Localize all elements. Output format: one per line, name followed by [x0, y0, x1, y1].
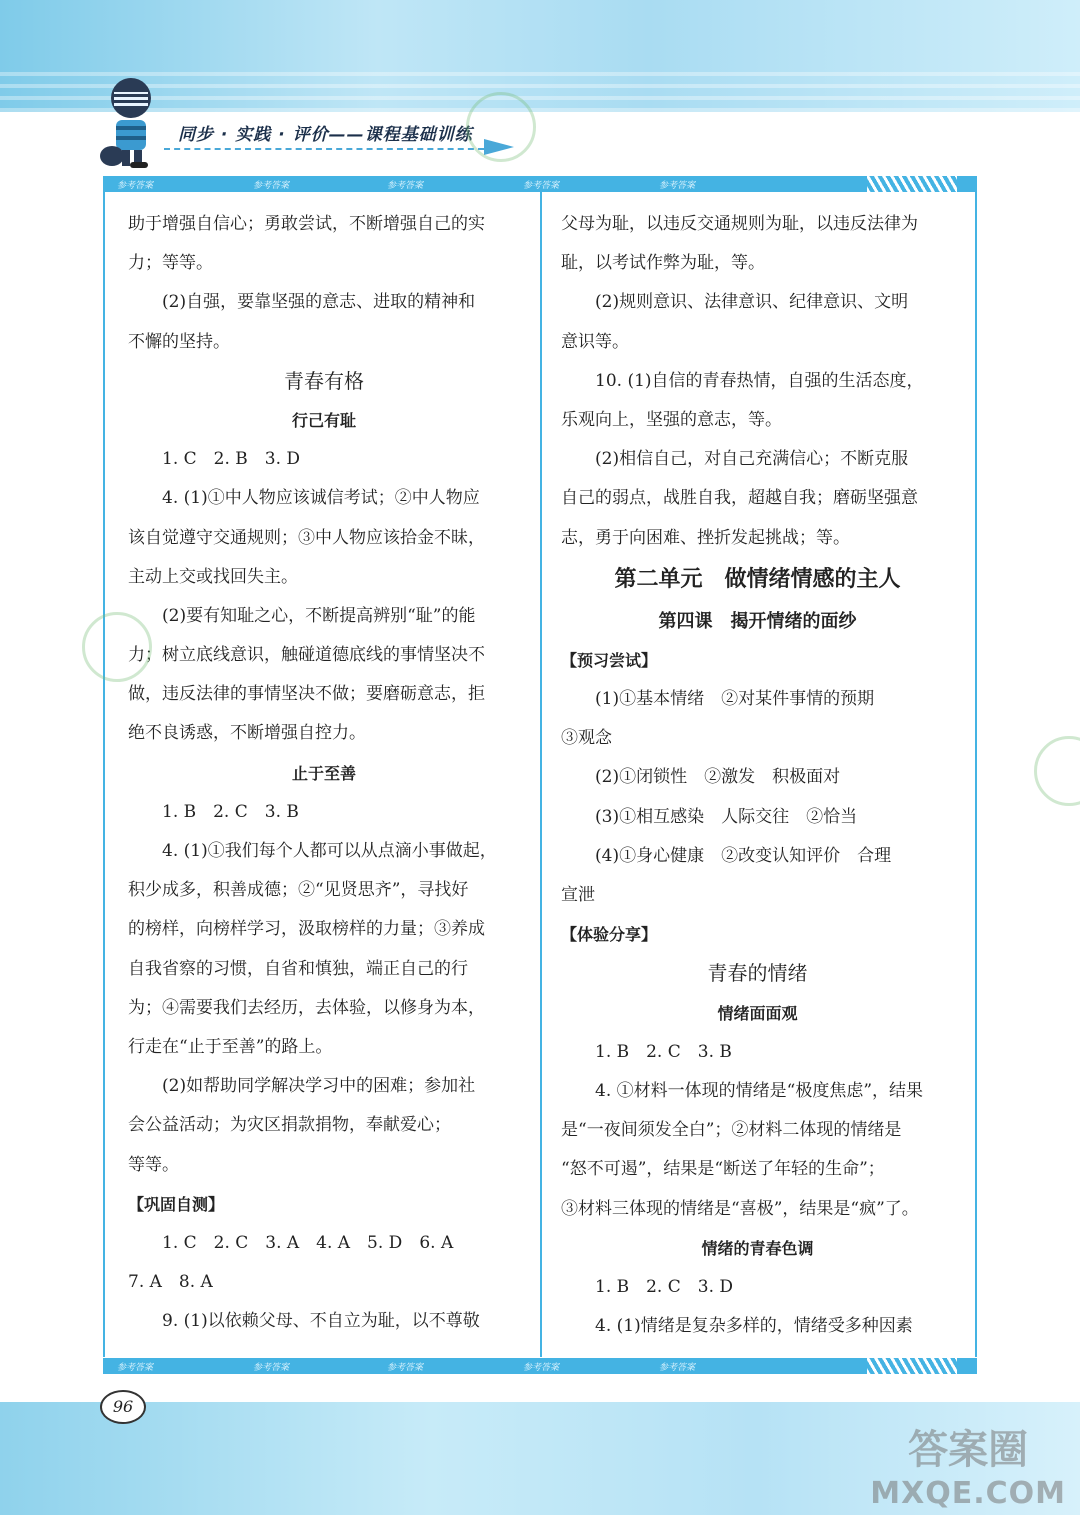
right-column: [561, 205, 954, 1346]
text-line: 行走在“止于至善”的路上。: [128, 1036, 333, 1057]
text-line: 乐观向上，坚强的意志，等。: [561, 409, 782, 430]
text-line: 宣泄: [561, 885, 595, 905]
text-line: 行己有耻: [291, 410, 356, 430]
text-line: 10. (1)自信的青春热情，自强的生活态度，: [595, 370, 924, 391]
text-line: 积少成多，积善成德；②“见贤思齐”，寻找好: [128, 880, 469, 901]
text-line: 1. C 2. B 3. D: [162, 449, 301, 470]
text-line: 志，勇于向困难、挫折发起挑战；等。: [561, 527, 850, 548]
site-logo-text: 答案圈: [908, 1427, 1029, 1473]
header-dashed-line: [164, 148, 484, 150]
publisher-watermark-logo: [1034, 736, 1080, 806]
text-line: 1. B 2. C 3. B: [162, 801, 299, 822]
text-line: (2)规则意识、法律意识、纪律意识、文明: [595, 292, 909, 313]
strip-label: 参考答案: [659, 1362, 696, 1373]
text-line: 第四课 揭开情绪的面纱: [658, 610, 857, 632]
text-line: 不懈的坚持。: [128, 331, 230, 352]
strip-label: 参考答案: [253, 180, 290, 191]
text-line: 该自觉遵守交通规则；③中人物应该拾金不昧，: [128, 527, 485, 548]
text-line: 耻，以考试作弊为耻，等。: [561, 253, 765, 274]
text-line: 绝不良诱惑，不断增强自控力。: [128, 723, 366, 744]
text-line: 主动上交或找回失主。: [128, 566, 298, 587]
site-logo-url: MXQE.COM: [870, 1476, 1066, 1511]
mascot-boy-illustration: [100, 74, 162, 170]
text-line: 力；等等。: [128, 253, 213, 274]
header-arrow-icon: [484, 139, 514, 155]
strip-label: 参考答案: [523, 1362, 560, 1373]
text-line: 【预习尝试】: [561, 650, 658, 670]
text-line: (3)①相互感染 人际交往 ②恰当: [595, 806, 858, 827]
text-line: 的榜样，向榜样学习，汲取榜样的力量；③养成: [128, 919, 485, 940]
text-line: ③观念: [561, 728, 612, 749]
column-divider: [540, 192, 542, 1357]
text-line: (2)相信自己，对自己充满信心；不断克服: [595, 449, 909, 470]
text-line: 为；④需要我们去经历，去体验，以修身为本，: [128, 997, 485, 1018]
text-line: 青春有格: [284, 368, 364, 393]
text-line: 情绪面面观: [717, 1003, 798, 1023]
page-number: 96: [100, 1390, 146, 1424]
text-line: 是“一夜间须发全白”；②材料二体现的情绪是: [561, 1120, 902, 1141]
site-watermark-logo: [870, 1428, 1066, 1516]
top-decorative-banner: [0, 0, 1080, 112]
text-line: 青春的情绪: [707, 961, 808, 986]
strip-label: 参考答案: [117, 180, 154, 191]
text-line: 止于至善: [291, 763, 356, 783]
text-line: (1)①基本情绪 ②对某件事情的预期: [595, 689, 875, 710]
text-line: 自我省察的习惯，自省和慎独，端正自己的行: [128, 958, 468, 979]
text-line: 7. A 8. A: [128, 1272, 213, 1293]
text-line: 【巩固自测】: [128, 1194, 225, 1214]
text-line: 父母为耻，以违反交通规则为耻，以违反法律为: [561, 214, 918, 234]
top-answer-strip: [103, 176, 977, 192]
text-line: 4. (1)情绪是复杂多样的，情绪受多种因素: [595, 1316, 913, 1337]
text-line: 1. B 2. C 3. B: [595, 1041, 732, 1062]
text-line: 助于增强自信心；勇敢尝试，不断增强自己的实: [128, 214, 485, 234]
text-line: 会公益活动；为灾区捐款捐物，奉献爱心；: [128, 1115, 451, 1136]
text-line: 4. ①材料一体现的情绪是“极度焦虑”，结果: [595, 1080, 924, 1101]
text-line: (2)如帮助同学解决学习中的困难；参加社: [162, 1076, 476, 1097]
strip-label: 参考答案: [253, 1362, 290, 1373]
header-title: 同步 · 实践 · 评价——课程基础训练: [178, 125, 473, 145]
strip-label: 参考答案: [523, 180, 560, 191]
text-line: 1. C 2. C 3. A 4. A 5. D 6. A: [162, 1232, 454, 1253]
text-line: 4. (1)①我们每个人都可以从点滴小事做起，: [162, 841, 497, 861]
text-line: 等等。: [128, 1154, 179, 1175]
strip-label: 参考答案: [659, 180, 696, 191]
text-line: (4)①身心健康 ②改变认知评价 合理: [595, 845, 892, 866]
text-line: 1. B 2. C 3. D: [595, 1276, 734, 1297]
strip-label: 参考答案: [117, 1362, 154, 1373]
text-line: (2)自强，要靠坚强的意志、进取的精神和: [162, 292, 476, 313]
strip-label: 参考答案: [387, 1362, 424, 1373]
text-line: 【体验分享】: [561, 925, 658, 945]
left-column: [128, 205, 520, 1341]
bottom-answer-strip: [103, 1358, 977, 1374]
strip-label: 参考答案: [387, 180, 424, 191]
text-line: 力；树立底线意识，触碰道德底线的事情坚决不: [128, 645, 485, 666]
text-line: (2)要有知耻之心，不断提高辨别“耻”的能: [162, 605, 476, 626]
text-line: “怒不可遏”，结果是“断送了年轻的生命”；: [561, 1159, 885, 1180]
text-line: 意识等。: [561, 331, 629, 352]
text-line: 9. (1)以依赖父母、不自立为耻，以不尊敬: [162, 1311, 480, 1332]
text-line: 4. (1)①中人物应该诚信考试；②中人物应: [162, 488, 480, 509]
text-line: 自己的弱点，战胜自我，超越自我；磨砺坚强意: [561, 488, 918, 509]
strip-hatch-decoration: [867, 176, 957, 192]
text-line: 情绪的青春色调: [701, 1238, 814, 1258]
text-line: 做，违反法律的事情坚决不做；要磨砺意志，拒: [128, 684, 485, 705]
text-line: (2)①闭锁性 ②激发 积极面对: [595, 767, 841, 788]
text-line: 第二单元 做情绪情感的主人: [614, 566, 901, 592]
text-line: ③材料三体现的情绪是“喜极”，结果是“疯”了。: [561, 1198, 919, 1219]
strip-hatch-decoration: [867, 1358, 957, 1374]
